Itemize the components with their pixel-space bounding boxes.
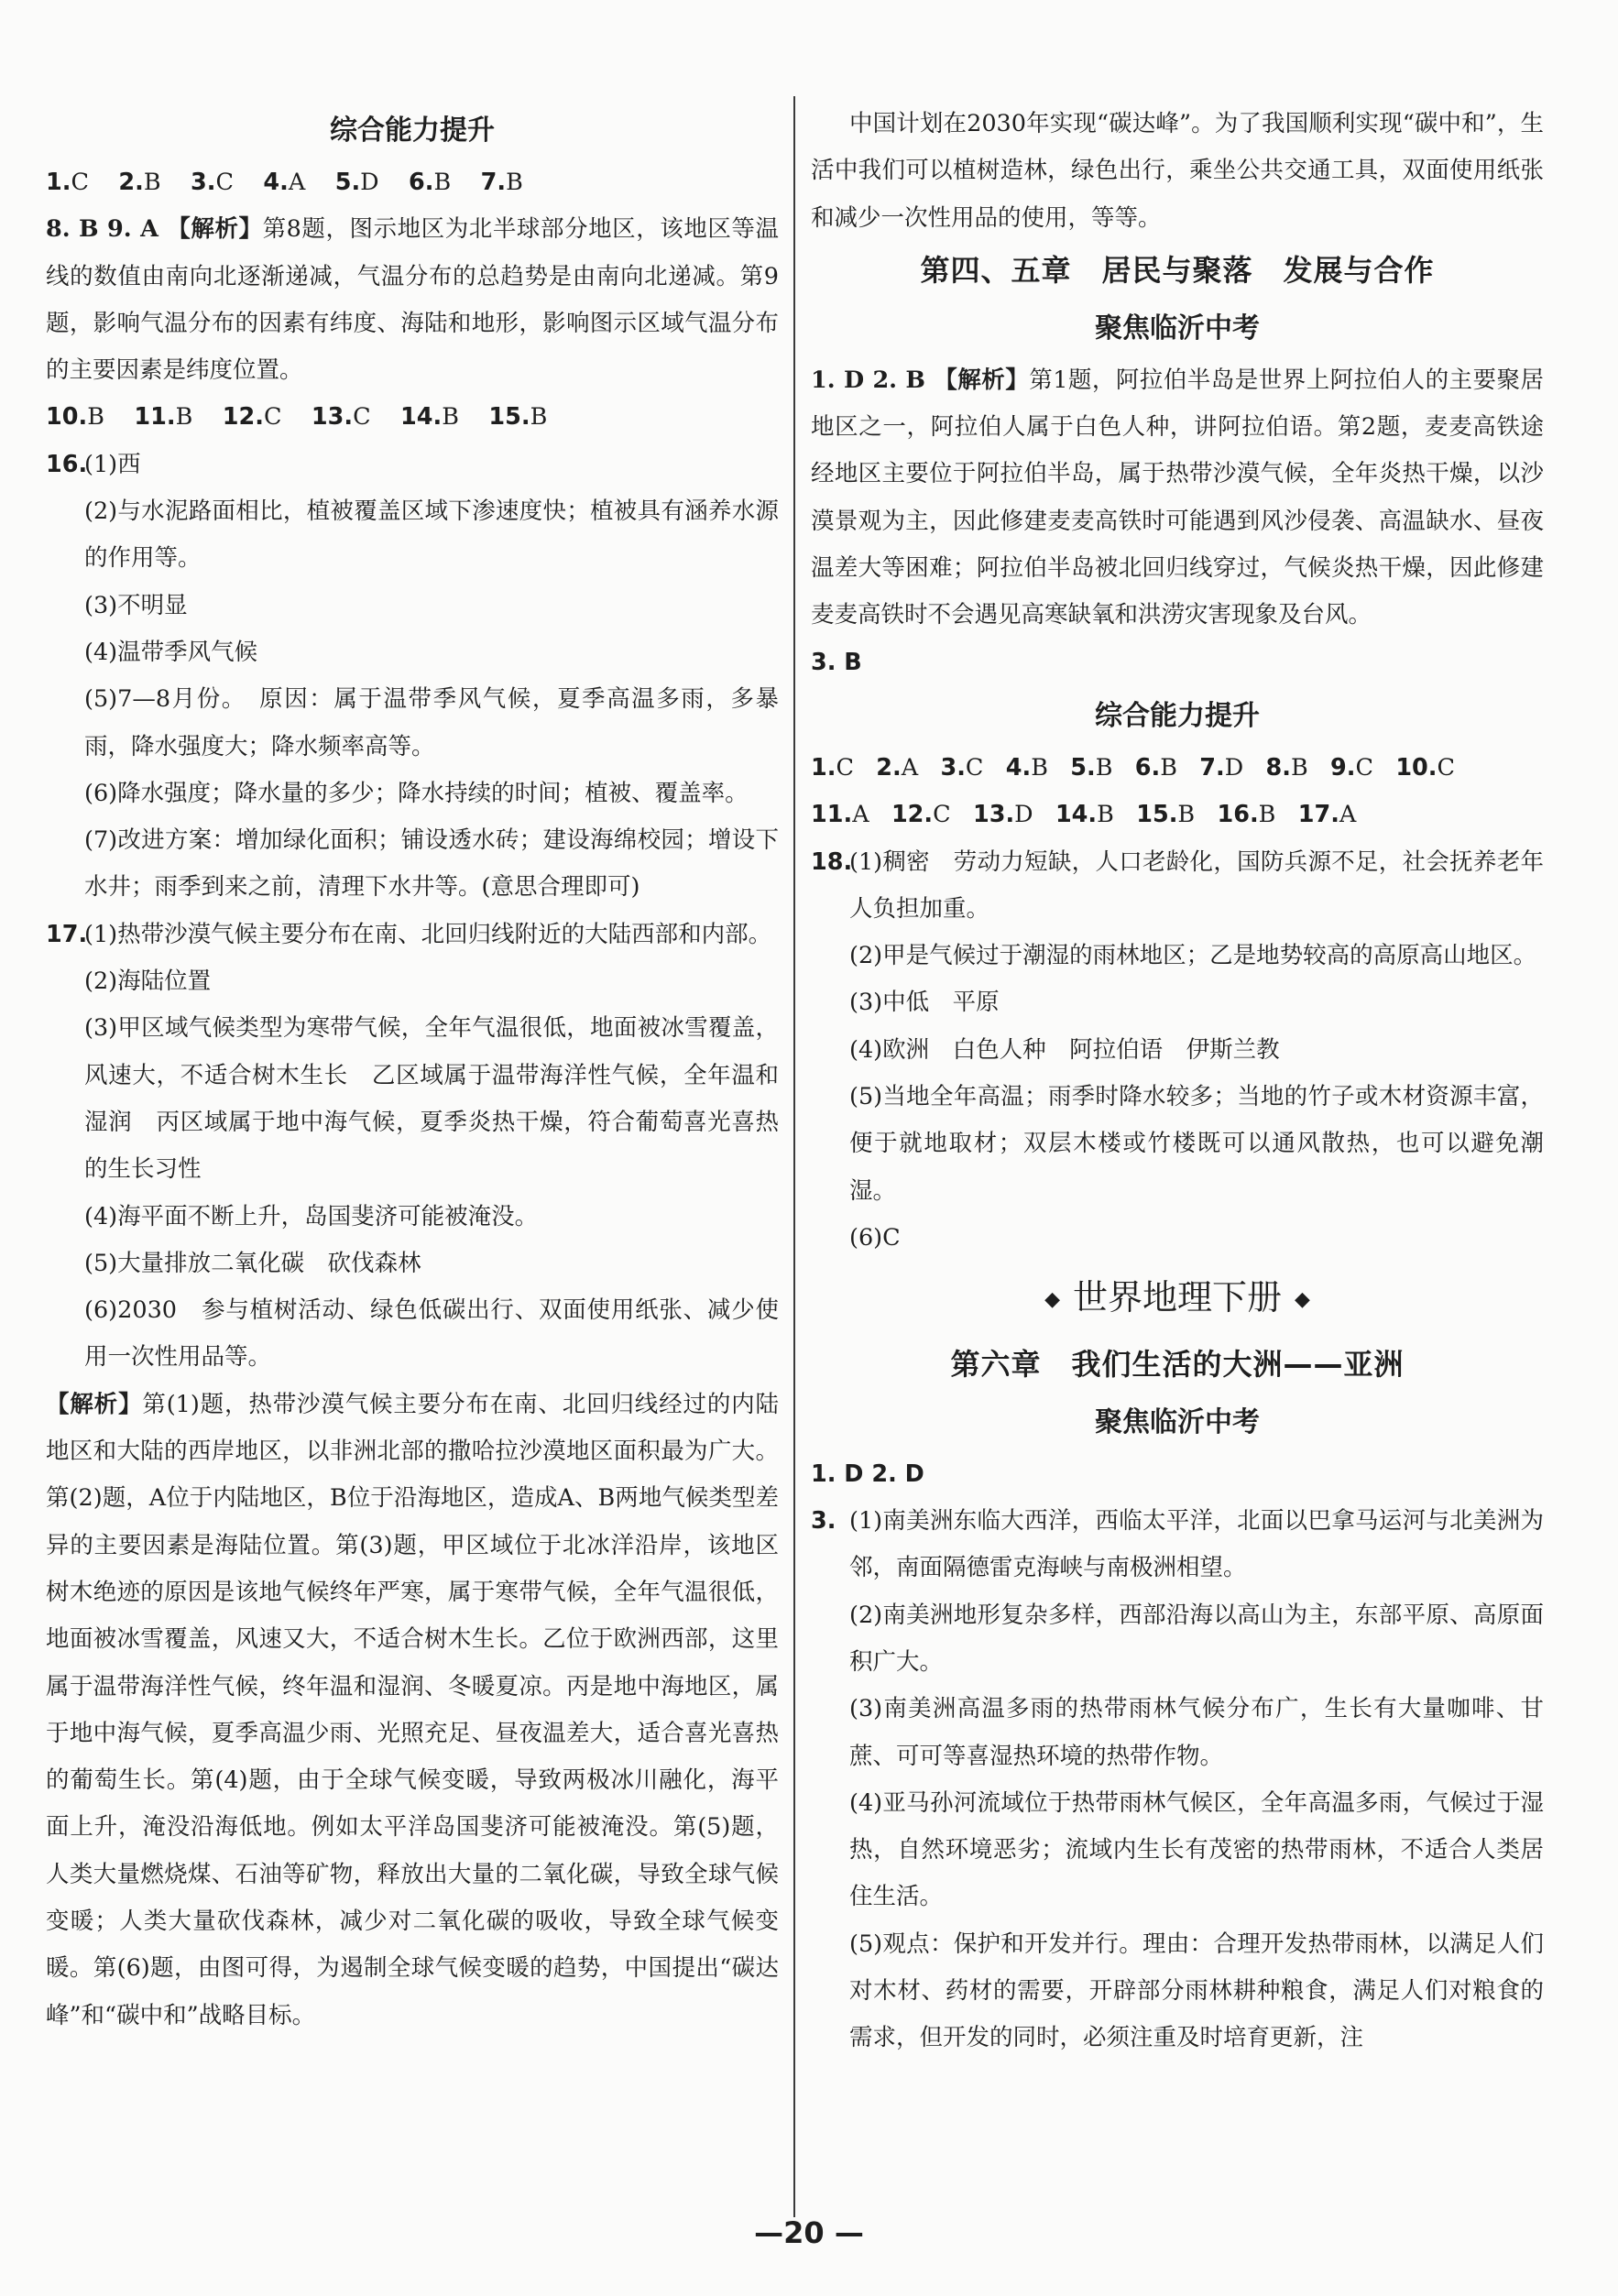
question-17 — [46, 912, 779, 1382]
q-num: 6. — [1134, 753, 1161, 782]
part: (4)温带季风气候 — [84, 638, 258, 666]
q-num: 10. — [1395, 753, 1438, 782]
section-title: 综合能力提升 — [330, 115, 495, 147]
right-column — [811, 101, 1544, 2062]
answer: B — [175, 403, 193, 432]
diamond-icon: ◆ — [1044, 1287, 1060, 1311]
chapter-title: 第四、五章 居民与聚落 发展与合作 — [920, 252, 1435, 288]
ch45-q1-explanation — [811, 357, 1544, 640]
answer: C — [836, 753, 854, 782]
q-num: 9. — [1330, 753, 1356, 782]
answer: B — [87, 403, 104, 432]
question-18 — [811, 839, 1544, 1263]
q-num: 13. — [972, 801, 1015, 829]
analysis-text: 第8题，图示地区为北半球部分地区，该地区等温线的数值由南向北逐渐递减，气温分布的总趋势是由南向北递减。第9题，影响气温分布的因素有纬度、海陆和地形，影响图示区域气温分布的主要因素是纬度位置。 — [46, 215, 779, 385]
answer: B — [1031, 753, 1048, 782]
q-answers: 1. D 2. B — [811, 366, 935, 394]
book-title — [811, 1262, 1544, 1336]
q-num: 10. — [46, 403, 88, 432]
q-num: 12. — [222, 403, 264, 432]
part: (4)海平面不断上升，岛国斐济可能被淹没。 — [84, 1202, 539, 1230]
part: (5)观点：保护和开发并行。理由：合理开发热带雨林，以满足人们对木材、药材的需要，开辟部分雨林耕种粮食，满足人们对粮食的需求，但开发的同时，必须注重及时培育更新，注 — [849, 1930, 1544, 2052]
q-num: 17. — [1297, 801, 1339, 829]
part: (1)西 — [84, 450, 141, 478]
answer: B — [433, 169, 452, 196]
part: (4)欧洲 白色人种 阿拉伯语 伊斯兰教 — [849, 1035, 1280, 1064]
q17-analysis — [46, 1382, 779, 2039]
column-divider — [793, 96, 795, 2217]
diamond-icon: ◆ — [1295, 1287, 1310, 1311]
answer: C — [353, 403, 371, 432]
q8-answers: 8. B 9. A — [46, 215, 168, 244]
analysis-text: 第1题，阿拉伯半岛是世界上阿拉伯人的主要聚居地区之一，阿拉伯人属于白色人种，讲阿拉伯语。第2题，麦麦高铁途经地区主要位于阿拉伯半岛，属于热带沙漠气候，全年炎热干燥，以沙漠景观为主，因此修建麦麦高铁时可能遇到风沙侵袭、高温缺水、昼夜温差大等困难；阿拉伯半岛被北回归线穿过，气候炎热干燥，因此修建麦麦高铁时不会遇见高寒缺氧和洪涝灾害现象及台风。 — [811, 366, 1544, 629]
answer: C — [263, 403, 282, 432]
part: (2)甲是气候过于潮湿的雨林地区；乙是地势较高的高原高山地区。 — [849, 942, 1537, 970]
answer: B — [1160, 753, 1177, 782]
answer-row — [46, 394, 779, 441]
question-16 — [46, 442, 779, 912]
answer: A — [852, 801, 869, 829]
q-num: 8. — [1265, 753, 1291, 782]
q-answers: 3. B — [811, 648, 862, 676]
section-title: 聚焦临沂中考 — [1095, 312, 1260, 344]
q-num: 4. — [263, 169, 289, 196]
part: (7)改进方案：增加绿化面积；铺设透水砖；建设海绵校园；增设下水井；雨季到来之前，清理下水井等。(意思合理即可) — [84, 826, 779, 902]
q-num: 2. — [118, 169, 144, 196]
continued-text: 中国计划在2030年实现“碳达峰”。为了我国顺利实现“碳中和”，生活中我们可以植树造林，绿色出行，乘坐公共交通工具，双面使用纸张和减少一次性用品的使用，等等。 — [811, 110, 1544, 232]
q-num: 16. — [1217, 801, 1259, 829]
answer: C — [1355, 753, 1373, 782]
question-3 — [811, 1498, 1544, 2062]
part: (6)降水强度；降水量的多少；降水持续的时间；植被、覆盖率。 — [84, 779, 749, 807]
book-title-text: 世界地理下册 — [1072, 1277, 1282, 1318]
analysis-text: 第(1)题，热带沙漠气候主要分布在南、北回归线经过的内陆地区和大陆的西岸地区，以非洲北部的撒哈拉沙漠地区面积最为广大。第(2)题，A位于内陆地区，B位于沿海地区，造成A、B两地气候类型差异的主要因素是海陆位置。第(3)题，甲区域位于北冰洋沿岸，该地区树木绝迹的原因是该地气候终年严寒，属于寒带气候，全年气温很低，地面被冰雪覆盖，风速又大，不适合树木生长。乙位于欧洲西部，这里属于温带海洋性气候，终年温和湿润、冬暖夏凉。丙是地中海地区，属于地中海气候，夏季高温少雨、光照充足、昼夜温差大，适合喜光喜热的葡萄生长。第(4)题，由于全球气候变暖，导致两极冰川融化，海平面上升，淹没沿海低地。例如太平洋岛国斐济可能被淹没。第(5)题，人类大量燃烧煤、石油等矿物，释放出大量的二氧化碳，导致全球气候变暖；人类大量砍伐森林，减少对二氧化碳的吸收，导致全球气候变暖。第(6)题，由图可得，为遏制全球气候变暖的趋势，中国提出“碳达峰”和“碳中和”战略目标。 — [46, 1390, 779, 2029]
analysis-tag: 【解析】 — [46, 1390, 143, 1418]
q-num: 6. — [409, 169, 434, 196]
answer: B — [1177, 801, 1196, 829]
analysis-tag: 【解析】 — [934, 366, 1030, 394]
chapter-title: 第六章 我们生活的大洲——亚洲 — [950, 1346, 1405, 1382]
answer: B — [1097, 801, 1114, 829]
q-num: 11. — [811, 801, 853, 829]
answer: B — [1290, 753, 1308, 782]
q-num: 12. — [891, 801, 934, 829]
analysis-tag: 【解析】 — [167, 215, 263, 244]
answer: C — [215, 169, 234, 196]
q-num: 4. — [1005, 753, 1032, 782]
answer: A — [1339, 801, 1357, 829]
q-num: 18. — [811, 847, 853, 876]
part: (1)稠密 劳动力短缺，人口老龄化，国防兵源不足，社会抚养老年人负担加重。 — [849, 847, 1544, 923]
part: (6)2030 参与植树活动、绿色低碳出行、双面使用纸张、减少使用一次性用品等。 — [84, 1296, 779, 1372]
q-num: 11. — [134, 403, 176, 432]
q-num: 1. — [811, 753, 836, 782]
part: (6)C — [849, 1223, 901, 1252]
q8-explanation — [46, 206, 779, 394]
q-num: 13. — [311, 403, 354, 432]
q-num: 3. — [811, 1507, 836, 1536]
answer: D — [1014, 801, 1033, 829]
part: (5)7—8月份。 原因：属于温带季风气候，夏季高温多雨，多暴雨，降水强度大；降水频率高等。 — [84, 685, 779, 760]
part: (3)甲区域气候类型为寒带气候，全年气温很低，地面被冰雪覆盖，风速大，不适合树木生长 乙区域属于温带海洋性气候，全年温和湿润 丙区域属于地中海气候，夏季炎热干燥，符合葡萄喜光喜热的生长习性 — [84, 1014, 779, 1184]
part: (3)不明显 — [84, 591, 188, 619]
q-num: 7. — [480, 169, 507, 196]
answer-row — [811, 792, 1544, 838]
q-num: 7. — [1199, 753, 1225, 782]
part: (2)与水泥路面相比，植被覆盖区域下渗速度快；植被具有涵养水源的作用等。 — [84, 497, 779, 573]
answer: B — [143, 169, 161, 196]
part: (4)亚马孙河流域位于热带雨林气候区，全年高温多雨，气候过于湿热，自然环境恶劣；流域内生长有茂密的热带雨林，不适合人类居住生活。 — [849, 1788, 1544, 1911]
q-num: 15. — [488, 403, 530, 432]
answer: D — [360, 169, 379, 196]
answer: C — [965, 753, 984, 782]
q-num: 17. — [46, 920, 88, 948]
part: (2)南美洲地形复杂多样，西部沿海以高山为主，东部平原、高原面积广大。 — [849, 1601, 1544, 1676]
part: (3)南美洲高温多雨的热带雨林气候分布广，生长有大量咖啡、甘蔗、可可等喜湿热环境的热带作物。 — [849, 1695, 1544, 1770]
part: (2)海陆位置 — [84, 968, 212, 996]
page-number: —20 — — [754, 2215, 864, 2250]
answer: B — [530, 403, 548, 432]
part: (1)南美洲东临大西洋，西临太平洋，北面以巴拿马运河与北美洲为邻，南面隔德雷克海峡与南极洲相望。 — [849, 1507, 1544, 1582]
q-num: 5. — [1070, 753, 1096, 782]
q-num: 2. — [876, 753, 902, 782]
answer: D — [1224, 753, 1244, 782]
part: (5)当地全年高温；雨季时降水较多；当地的竹子或木材资源丰富，便于就地取材；双层木楼或竹楼既可以通风散热，也可以避免潮湿。 — [849, 1083, 1544, 1205]
q-num: 1. — [46, 169, 71, 196]
q-answers: 1. D 2. D — [811, 1460, 924, 1488]
answer: A — [288, 169, 306, 196]
left-column — [46, 101, 779, 2039]
answer: C — [933, 801, 951, 829]
part: (1)热带沙漠气候主要分布在南、北回归线附近的大陆西部和内部。 — [84, 920, 772, 948]
q-num: 14. — [1055, 801, 1098, 829]
answer-row — [811, 745, 1544, 792]
part: (3)中低 平原 — [849, 989, 1000, 1017]
answer: B — [442, 403, 459, 432]
answer: B — [1095, 753, 1113, 782]
answer: C — [1437, 753, 1456, 782]
q-num: 15. — [1136, 801, 1178, 829]
answer: B — [1258, 801, 1276, 829]
section-title: 综合能力提升 — [1095, 699, 1260, 732]
answer: B — [506, 169, 523, 196]
part: (5)大量排放二氧化碳 砍伐森林 — [84, 1249, 421, 1277]
q-num: 14. — [400, 403, 443, 432]
answer-row — [811, 640, 1544, 686]
q-num: 3. — [191, 169, 216, 196]
q-num: 3. — [940, 753, 966, 782]
q-num: 5. — [334, 169, 361, 196]
q-num: 16. — [46, 450, 88, 478]
answer: A — [901, 753, 919, 782]
answer-row — [811, 1451, 1544, 1498]
answer: C — [71, 169, 89, 196]
section-title: 聚焦临沂中考 — [1095, 1405, 1260, 1438]
answer-row — [46, 159, 779, 206]
